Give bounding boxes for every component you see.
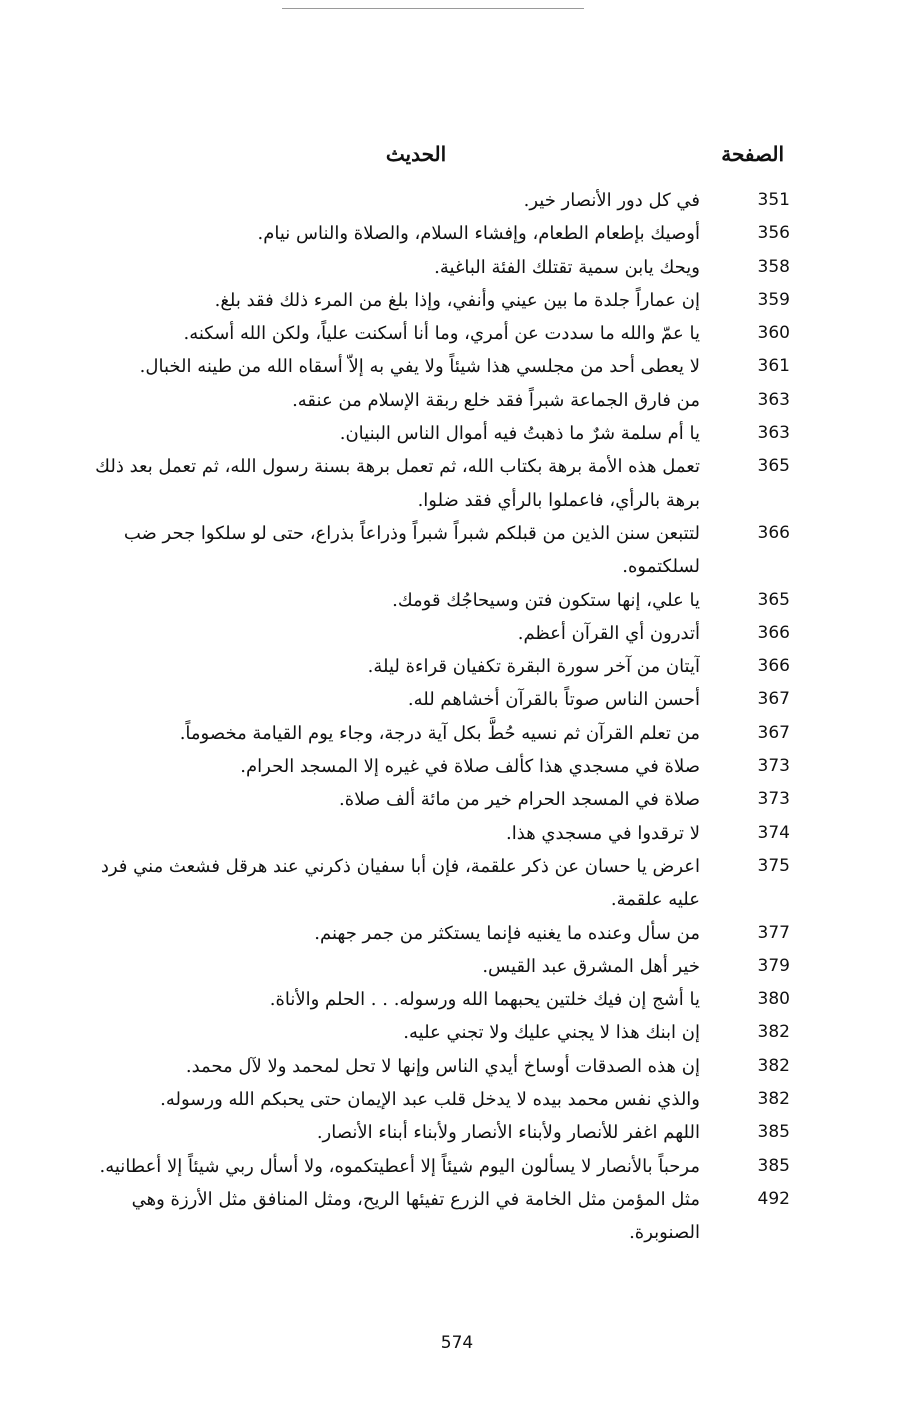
entry-hadith-text [60,1083,700,1116]
entry-hadith-text [60,750,700,783]
entry-page-number: 361 [757,356,790,377]
entry-hadith-text [60,650,700,683]
list-item [60,1016,790,1049]
list-item [60,317,790,350]
entry-text-line: تعمل هذه الأمة برهة بكتاب الله، ثم تعمل برهة بسنة رسول الله، ثم تعمل بعد ذلك [95,456,700,478]
entry-page-number: 367 [757,689,790,710]
list-item [60,1150,790,1183]
entry-hadith-text [60,317,700,350]
list-item [60,417,790,450]
entry-page-number: 373 [757,789,790,810]
entry-hadith-text [60,983,700,1016]
entry-hadith-text [60,584,700,617]
entry-page-number: 359 [757,289,790,310]
entry-page-number: 366 [757,522,790,543]
entry-text-line: لتتبعن سنن الذين من قبلكم شبراً شبراً وذراعاً بذراع، حتى لو سلكوا جحر ضب [123,522,700,544]
entry-page-number: 492 [757,1188,790,1209]
list-item [60,850,790,917]
entry-text-line: يا علي، إنها ستكون فتن وسيحاجُك قومك. [392,589,700,611]
entry-text-line: أوصيك بإطعام الطعام، وإفشاء السلام، والصلاة والناس نيام. [257,223,700,245]
list-item [60,450,790,517]
entry-text-line: أحسن الناس صوتاً بالقرآن أخشاهم لله. [407,689,700,711]
entry-hadith-text [60,384,700,417]
list-item [60,517,790,584]
entry-hadith-text [60,817,700,850]
entry-page-number: 375 [757,855,790,876]
entry-text-line: لا يعطى أحد من مجلسي هذا شيئاً ولا يفي به إلاّ أسقاه الله من طينه الخبال. [139,356,700,378]
entry-text-line: من فارق الجماعة شبراً فقد خلع ربقة الإسلام من عنقه. [292,389,700,411]
entry-text-line: مثل المؤمن مثل الخامة في الزرع تفيئها الريح، ومثل المنافق مثل الأرزة وهي [131,1188,700,1210]
entry-text-line: اعرض يا حسان عن ذكر علقمة، فإن أبا سفيان ذكرني عند هرقل فشعث مني فرد [100,855,700,877]
entry-hadith-text [60,1050,700,1083]
entry-page-number: 365 [757,589,790,610]
page-number: 574 [440,1333,474,1353]
list-item [60,783,790,816]
list-item [60,650,790,683]
entry-text-line: الصنوبرة. [629,1222,700,1244]
list-item [60,284,790,317]
entry-text-line: في كل دور الأنصار خير. [523,190,700,211]
entry-page-number: 373 [757,756,790,777]
entry-text-line: لسلكتموه. [622,556,700,578]
entry-hadith-text [60,417,700,450]
list-item [60,1183,790,1250]
entry-text-line: يا أم سلمة شرٌ ما ذهبتُ فيه أموال الناس البنيان. [339,423,700,445]
list-item [60,384,790,417]
entry-hadith-text [60,1116,700,1149]
list-item [60,1083,790,1116]
list-item [60,1116,790,1149]
entry-page-number: 363 [757,423,790,444]
page-column-heading: الصفحة [721,142,784,166]
entry-page-number: 358 [757,256,790,277]
list-item [60,584,790,617]
list-item [60,350,790,383]
entry-page-number: 380 [757,989,790,1010]
entry-page-number: 377 [757,922,790,943]
entry-page-number: 360 [757,323,790,344]
hadith-column-heading: الحديث [385,142,447,166]
entry-text-line: مرحباً بالأنصار لا يسألون اليوم شيئاً إلا أعطيتكموه، ولا أسأل ربي شيئاً إلا أعطانيه. [99,1155,700,1177]
entry-text-line: اللهم اغفر للأنصار ولأبناء الأنصار ولأبناء أبناء الأنصار. [316,1122,700,1144]
entry-page-number: 382 [757,1089,790,1110]
table-header [60,142,784,172]
entry-text-line: من سأل وعنده ما يغنيه فإنما يستكثر من جمر جهنم. [314,922,700,944]
entry-page-number: 351 [757,190,790,210]
entry-page-number: 379 [757,955,790,976]
entry-hadith-text [60,1150,700,1183]
entry-hadith-text [60,783,700,816]
entry-hadith-text [60,217,700,250]
entry-hadith-text [60,284,700,317]
top-rule [282,8,584,9]
entry-page-number: 365 [757,456,790,477]
entry-text-line: إن عماراً جلدة ما بين عيني وأنفي، وإذا بلغ من المرء ذلك فقد بلغ. [214,289,700,311]
entry-hadith-text [60,617,700,650]
list-item [60,817,790,850]
entry-hadith-text [60,717,700,750]
entry-page-number: 374 [757,822,790,843]
list-item [60,750,790,783]
entry-page-number: 366 [757,656,790,677]
entry-text-line: عليه علقمة. [610,889,700,911]
entry-hadith-text [60,350,700,383]
entry-text-line: لا ترقدوا في مسجدي هذا. [506,822,700,844]
entry-page-number: 363 [757,389,790,410]
hadith-index-list [60,184,790,1250]
list-item [60,983,790,1016]
entry-text-line: صلاة في المسجد الحرام خير من مائة ألف صلاة. [339,789,700,811]
entry-text-line: ويحك يابن سمية تقتلك الفئة الباغية. [434,256,700,278]
entry-text-line: من تعلم القرآن ثم نسيه حُطَّ بكل آية درجة، وجاء يوم القيامة مخصوماً. [179,722,700,744]
list-item [60,184,790,217]
entry-text-line: إن هذه الصدقات أوساخ أيدي الناس وإنها لا تحل لمحمد ولا لآل محمد. [185,1055,700,1077]
entry-text-line: أتدرون أي القرآن أعظم. [517,622,700,644]
list-item [60,917,790,950]
entry-page-number: 366 [757,622,790,643]
entry-page-number: 382 [757,1055,790,1076]
entry-page-number: 385 [757,1155,790,1176]
list-item [60,251,790,284]
entry-text-line: والذي نفس محمد بيده لا يدخل قلب عبد الإيمان حتى يحبكم الله ورسوله. [160,1089,700,1111]
entry-hadith-text [60,1016,700,1049]
entry-page-number: 356 [757,223,790,244]
list-item [60,617,790,650]
list-item [60,1050,790,1083]
list-item [60,683,790,716]
entry-page-number: 385 [757,1122,790,1143]
list-item [60,217,790,250]
entry-hadith-text [60,850,700,917]
entry-page-number: 367 [757,722,790,743]
entry-text-line: برهة بالرأي، فاعملوا بالرأي فقد ضلوا. [417,489,700,511]
entry-page-number: 382 [757,1022,790,1043]
entry-text-line: يا أشج إن فيك خلتين يحبهما الله ورسوله. . . الحلم والأناة. [269,989,700,1011]
entry-text-line: خير أهل المشرق عبد القيس. [482,955,700,977]
entry-text-line: صلاة في مسجدي هذا كألف صلاة في غيره إلا المسجد الحرام. [240,756,700,778]
entry-text-line: آيتان من آخر سورة البقرة تكفيان قراءة ليلة. [367,656,700,678]
entry-text-line: إن ابنك هذا لا يجني عليك ولا تجني عليه. [403,1022,700,1044]
entry-hadith-text [60,950,700,983]
entry-hadith-text [60,917,700,950]
entry-hadith-text [60,517,700,584]
list-item [60,717,790,750]
entry-hadith-text [60,1183,700,1250]
list-item [60,950,790,983]
entry-hadith-text [60,184,700,217]
entry-hadith-text [60,683,700,716]
entry-hadith-text [60,450,700,517]
entry-hadith-text [60,251,700,284]
entry-text-line: يا عمّ والله ما سددت عن أمري، وما أنا أسكنت علياً، ولكن الله أسكنه. [183,323,700,345]
